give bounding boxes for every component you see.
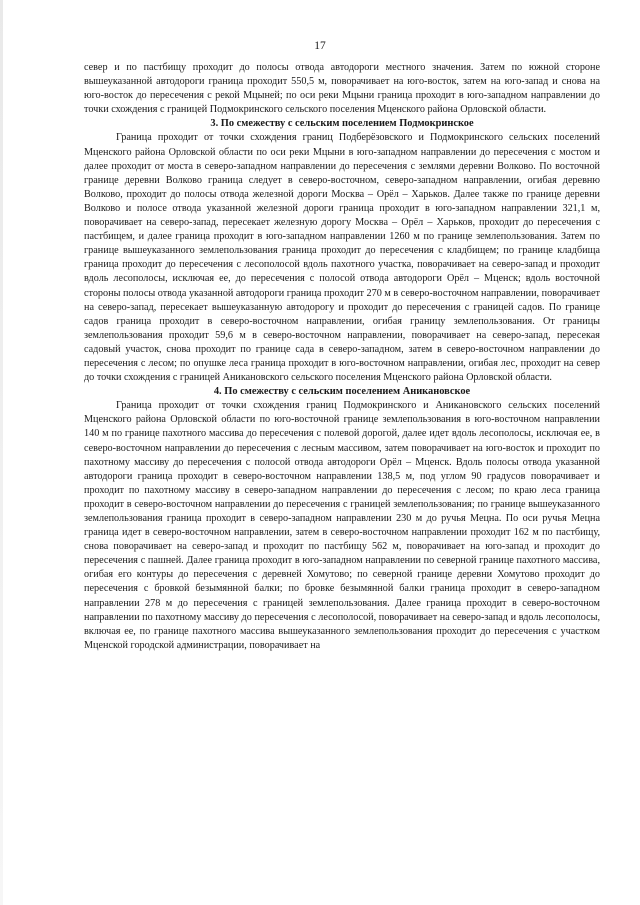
section-4-paragraph: Граница проходит от точки схождения границ Подмокринского и Аникановского сельских поселений Мценского района Орловской области по юго-восточной границе землепользования в юго-восточном направлении 140 м по границе пахотного массива до пересечения с полевой дорогой, далее идет вдоль лесополосы, исключая ее, в северо-восточном направлении до пересечения с лесным массивом, затем поворачивает на юго-восток и проходит по пахотному массиву до пересечения с полосой отвода автодороги Орёл – Мценск. Вдоль полосы отвода указанной автодороги граница проходит в северо-восточном направлении 138,5 м, под углом 90 градусов поворачивает и проходит по пахотному массиву в северо-западном направлении до пересечения с лесом; по краю леса граница проходит в северо-восточном направлении до пересечения с границей землепользования; по границе вышеуказанного землепользования граница проходит в северо-западном направлении 230 м до ручья Мецна. По оси ручья Мецна граница идет в северо-восточном направлении, затем в северо-восточном направлении проходит 162 м по пастбищу, снова поворачивает на северо-запад и проходит по пастбищу 562 м, поворачивает на юго-запад и проходит до пересечения с пашней. Далее граница проходит в юго-западном направлении по северной границе пахотного массива, огибая его контуры до пересечения с деревней Хомутово; по северной границе деревни Хомутово проходит до пересечения с бровкой безымянной балки; по бровке безымянной балки граница проходит в северо-западном направлении 278 м до пересечения с границей землепользования. Далее граница проходит в северо-восточном направлении по пахотному массиву до пересечения с лесополосой, поворачивает на северо-запад и вдоль лесополосы, включая ее, по границе пахотного массива вышеуказанного землепользования проходит до пересечения с участком Мценской городской администрации, поворачивает на bbox=[84, 400, 600, 651]
section-3-paragraph: Граница проходит от точки схождения границ Подберёзовского и Подмокринского сельских поселений Мценского района Орловской области по оси реки Мцыни в юго-западном направлении до пересечения с мостом и далее проходит от моста в северо-западном направлении до пересечения с землями деревни Волково. По восточной границе деревни Волково граница следует в северо-восточном, северо-западном направлении, огибая деревню Волково, проходит до полосы отвода железной дороги Москва – Орёл – Харьков. Далее также по границе деревни Волково и полосе отвода указанной железной дороги граница проходит в юго-западном направлении 321,1 м, поворачивает на северо-запад, пересекает железную дорогу Москва – Орёл – Харьков, проходит до пересечения с пастбищем, и далее граница проходит в юго-западном направлении 1260 м по границе землепользования. Затем по границе вышеуказанного землепользования граница проходит до пересечения с кладбищем; по границе кладбища граница проходит до пересечения с лесополосой вдоль пахотного участка, поворачивает на северо-запад и проходит вдоль лесополосы, исключая ее, до пересечения с полосой отвода автодороги Орёл – Мценск; вдоль восточной стороны полосы отвода указанной автодороги граница проходит 270 м в северо-восточном направлении, поворачивает на северо-запад, пересекает вышеуказанную автодорогу и проходит до пересечения с границей садов. По границе садов граница проходит в северо-восточном направлении, огибая границу землепользования. От границы землепользования проходит 59,6 м в северо-восточном направлении, поворачивает на северо-запад, пересекая садовый участок, снова проходит по границе сада в северо-западном, затем в северо-восточном направлении до пересечения с лесом; по опушке леса граница проходит в юго-восточном направлении, огибая лес, проходит на север до точки схождения с границей Аникановского сельского поселения Мценского района Орловской области. bbox=[84, 132, 600, 384]
paragraph-intro: север и по пастбищу проходит до полосы отвода автодороги местного значения. Затем по южной стороне вышеуказанной автодороги граница проходит 550,5 м, поворачивает на юго-восток, затем на юго-запад и снова на юго-восток до пересечения с рекой Мцыней; по оси реки Мцыни граница проходит в юго-западном направлении до точки схождения с границей Подмокринского сельского поселения Мценского района Орловской области. bbox=[84, 62, 600, 116]
document-body bbox=[84, 61, 600, 653]
page-number: 17 bbox=[314, 40, 326, 52]
section-4-heading: 4. По смежеству с сельским поселением Аникановское bbox=[213, 386, 471, 398]
scan-edge-shadow bbox=[0, 0, 3, 905]
section-3-heading: 3. По смежеству с сельским поселением Подмокринское bbox=[210, 118, 474, 130]
